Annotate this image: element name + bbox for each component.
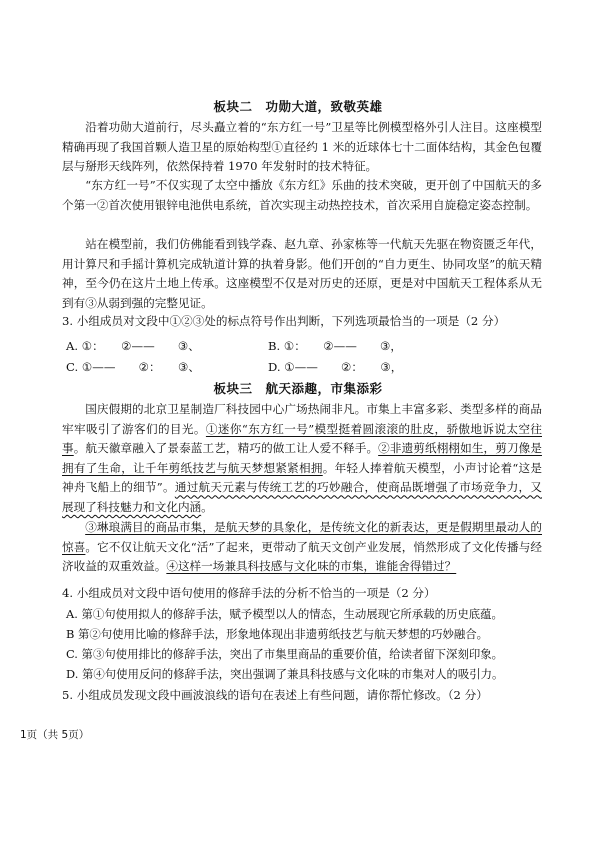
wavy-underlined-sentence: 通过航天元素与传统工艺的巧妙融合，使商品既增强了市场竞争力，又展现了科技魅力和文化内涵 (62, 480, 542, 514)
question-4-stem: 4. 小组成员对文段中语句使用的修辞手法的分析不恰当的一项是（2 分） (62, 586, 436, 600)
section3-p1-text-c: 。年轻人捧着航天模型，小声讨论着“这是神舟飞船上的细节”。 (62, 460, 542, 495)
section3-p1-intro: 国庆假期的北京卫星制造厂科技园中心广场热闹非凡。市集上丰富多彩、类型多样的商品牢牢吸引了游客们的目光。 (62, 402, 542, 436)
section2-paragraph-2: “东方红一号”不仅实现了太空中播放《东方红》乐曲的技术突破，更开创了中国航天的多个第一②首次使用银锌电池供电系统，首次实现主动热控技术，首次采用自旋稳定姿态控制。 (62, 178, 542, 212)
question-3-option-d: D. ①—— ②： ③， (268, 360, 403, 374)
sentence-3-underlined: ③琳琅满目的商品市集，是航天梦的具象化，是传统文化的新表达，更是假期里最动人的惊喜 (62, 520, 542, 554)
question-3-option-a: A. ①： ②—— ③、 (66, 339, 200, 353)
question-3-option-b: B. ①： ②—— ③， (268, 339, 403, 353)
section3-paragraph-1 (62, 400, 542, 518)
question-3-option-c: C. ①—— ②： ③、 (66, 360, 200, 374)
page-footer: 1页（共 5页） (20, 729, 90, 741)
question-4-option-d: D. 第④句使用反问的修辞手法，突出强调了兼具科技感与文化味的市集对人的吸引力。 (66, 667, 504, 681)
section2-paragraph-1: 沿着功勋大道前行，尽头矗立着的“东方红一号”卫星等比例模型格外引人注目。这座模型精确再现了我国首颗人造卫星的原始构型①直径约 1 米的近球体七十二面体结构，其金色包覆层与掰形天线阵列，依然保持着 1970 年发射时的技术特征。 (62, 120, 542, 174)
section3-heading: 板块三 航天添趣，市集添彩 (213, 381, 383, 396)
question-4-option-a: A. 第①句使用拟人的修辞手法，赋予模型以人的情态，生动展现它所承载的历史底蕴。 (66, 607, 503, 621)
question-4-option-b: B 第②句使用比喻的修辞手法，形象地体现出非遗剪纸技艺与航天梦想的巧妙融合。 (66, 627, 489, 641)
question-4-option-c: C. 第③句使用排比的修辞手法，突出了市集里商品的重要价值，给读者留下深刻印象。 (66, 647, 504, 661)
sentence-4-underlined: ④这样一场兼具科技感与文化味的市集，谁能舍得错过？ (166, 559, 457, 574)
section3-p2-text-a: 。它不仅让航天文化“活”了起来，更带动了航天文创产业发展，悄然形成了文化传播与经济收益的双重效益。 (62, 539, 542, 574)
section3-p1-text-b: 。航天徽章融入了景泰蓝工艺，精巧的做工让人爱不释手。 (73, 441, 379, 456)
question-5-stem: 5. 小组成员发现文段中画波浪线的语句在表述上有些问题，请你帮忙修改。（2 分） (62, 688, 488, 702)
section3-paragraph-2 (62, 518, 542, 577)
section2-paragraph-3: 站在模型前，我们仿佛能看到钱学森、赵九章、孙家栋等一代航天先驱在物资匮乏年代，用计算尺和手摇计算机完成轨道计算的执着身影。他们开创的“自力更生、协同攻坚”的航天精神，至今仍在这片土地上传承。这座模型不仅是对历史的还原，更是对中国航天工程体系从无到有③从弱到强的完整见证。 (62, 237, 542, 310)
sentence-2-underlined: ②非遗剪纸栩栩如生，剪刀像是拥有了生命，让千年剪纸技艺与航天梦想紧紧相拥 (62, 441, 542, 475)
question-3-stem: 3. 小组成员对文段中①②③处的标点符号作出判断，下列选项最恰当的一项是（2 分） (62, 314, 506, 328)
sentence-1-underlined: ①迷你“东方红一号”模型挺着圆滚滚的肚皮，骄傲地诉说太空往事 (62, 421, 542, 456)
section3-p1-text-d: 。 (201, 499, 213, 514)
section2-heading: 板块二 功勋大道，致敬英雄 (213, 99, 383, 114)
